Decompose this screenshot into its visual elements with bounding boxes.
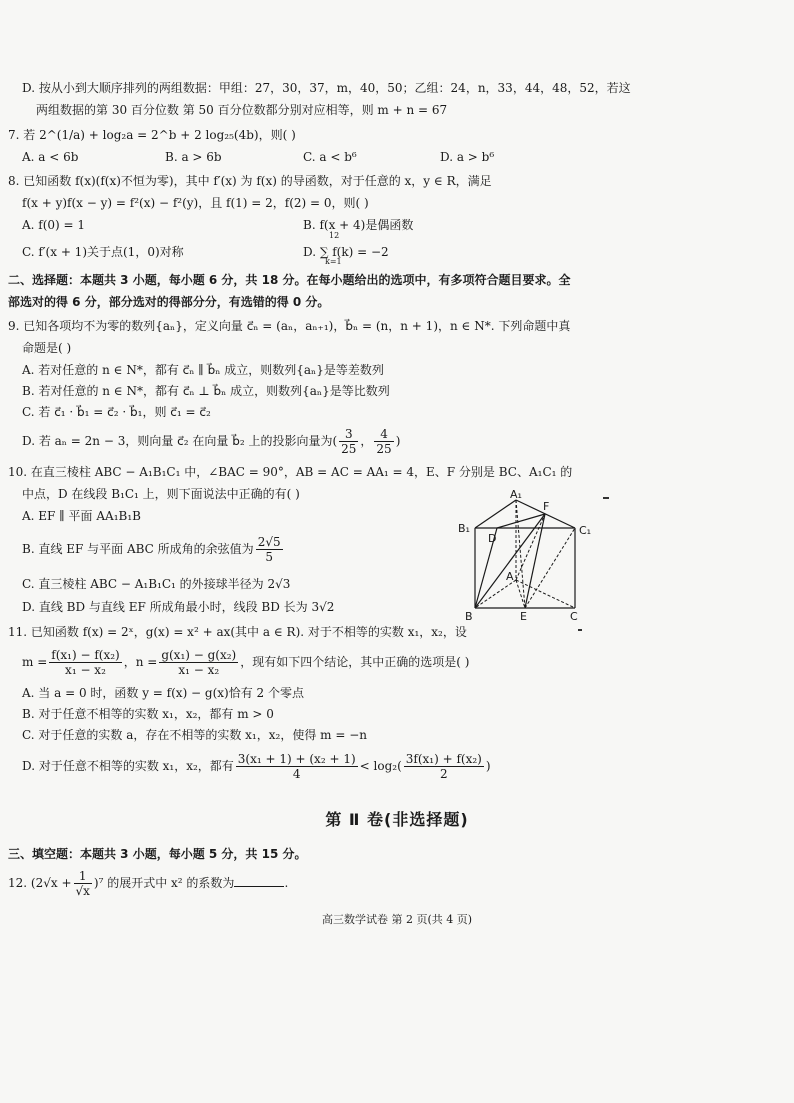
label-c: C [570,610,578,623]
q6-option-d-line2: 两组数据的第 30 百分位数 第 50 百分位数都分别对应相等，则 m + n = 67 [36,103,448,117]
q11-d-text: D. 对于任意不相等的实数 x₁，x₂，都有 [22,759,234,773]
q11-option-a: A. 当 a = 0 时，函数 y = f(x) − g(x)恰有 2 个零点 [22,686,305,700]
q11-n-frac [159,648,238,677]
q12-frac-num: 1 [74,869,92,884]
q12-period: . [284,876,289,890]
q9-d-frac1-den: 25 [341,442,357,456]
q10-b-frac-num: 2√5 [257,535,281,549]
segment-d-f [497,514,545,528]
q12-text-pre: 12. (2√x + [8,876,72,890]
q12-stem [8,866,288,900]
segment-a-e [516,580,525,608]
prism-figure [455,488,605,623]
q9-option-c: C. 若 c⃗₁ · b⃗₁ = c⃗₂ · b⃗₁，则 c⃗₁ = c⃗₂ [22,405,211,419]
q11-d-mid: < log₂( [359,759,402,773]
q7-option-c: C. a < b⁶ [303,150,357,164]
q11-m-label: m = [22,655,48,669]
section2-header-line1: 二、选择题：本题共 3 小题，每小题 6 分，共 18 分。在每小题给出的选项中，有多项符合题目要求。全 [8,273,571,287]
q11-d-frac2-num: 3f(x₁) + f(x₂) [405,752,482,766]
label-b: B [465,610,473,623]
section3-header: 三、填空题：本题共 3 小题，每小题 5 分，共 15 分。 [8,847,307,861]
label-f: F [543,500,550,513]
q11-m-num: f(x₁) − f(x₂) [51,648,120,662]
q12-frac [74,869,92,898]
q7-option-b: B. a > 6b [165,150,222,164]
q10-option-b [22,534,285,564]
q11-n-num: g(x₁) − g(x₂) [161,648,237,662]
q11-n-label: ，n = [123,655,158,669]
q10-stem-line2: 中点，D 在线段 B₁C₁ 上，则下面说法中正确的有( ) [22,487,300,501]
q11-d-frac1-den: 4 [292,767,301,781]
q8-option-c: C. f′(x + 1)关于点(1，0)对称 [22,245,184,259]
q11-m-frac [49,648,121,677]
q11-d-frac2 [404,752,484,781]
q9-d-frac1-num: 3 [339,427,358,442]
q9-option-a: A. 若对任意的 n ∈ N*，都有 c⃗ₙ ∥ b⃗ₙ 成立，则数列{aₙ}是等差数列 [22,363,384,377]
q7-option-a: A. a < 6b [22,150,79,164]
label-a1: A₁ [510,488,522,501]
q11-d-frac2-den: 2 [439,767,448,781]
q9-d-sep: ， [360,434,373,448]
scan-mark [578,629,582,631]
q10-b-text: B. 直线 EF 与平面 ABC 所成角的余弦值为 [22,542,254,556]
q9-stem-line1: 9. 已知各项均不为零的数列{aₙ}，定义向量 c⃗ₙ = (aₙ，aₙ₊₁)，b⃗ₙ = (n，n + 1)，n ∈ N*. 下列命题中真 [8,319,571,333]
q10-option-a: A. EF ∥ 平面 AA₁B₁B [22,509,141,523]
label-d: D [488,532,497,545]
edge-a-c [516,580,575,608]
page-footer: 高三数学试卷 第 2 页(共 4 页) [321,913,473,926]
q8-stem-line1: 8. 已知函数 f(x)(f(x)不恒为零)，其中 f′(x) 为 f(x) 的导函数，对于任意的 x，y ∈ R，满足 [8,174,492,188]
q8-option-b: B. f(x + 4)是偶函数 [303,218,414,232]
q11-stem-line1: 11. 已知函数 f(x) = 2ˣ，g(x) = x² + ax(其中 a ∈ R). 对于不相等的实数 x₁，x₂，设 [8,625,467,639]
q8-option-a: A. f(0) = 1 [22,218,86,232]
q9-option-d [22,426,400,456]
q11-d-frac1-num: 3(x₁ + 1) + (x₂ + 1) [237,752,356,766]
q9-d-frac2-den: 25 [376,442,392,456]
segment-a1-e [516,500,525,608]
q8-option-d-text: D. ∑ f(k) = −2 [303,245,389,259]
q8-stem-line2: f(x + y)f(x − y) = f²(x) − f²(y)，且 f(1) = 2，f(2) = 0，则( ) [22,196,369,210]
q11-d-frac1 [236,752,358,781]
scan-mark [603,497,609,499]
q9-d-frac1 [339,427,358,456]
q11-m-den: x₁ − x₂ [65,663,106,677]
q12-frac-den: √x [75,884,90,898]
q10-stem-line1: 10. 在直三棱柱 ABC − A₁B₁C₁ 中，∠BAC = 90°，AB = AC = AA₁ = 4，E、F 分别是 BC、A₁C₁ 的 [8,465,573,479]
q8-option-d [303,244,389,260]
section2-header-line2: 部选对的得 6 分，部分选对的得部分分，有选错的得 0 分。 [8,295,330,309]
q11-option-b: B. 对于任意不相等的实数 x₁，x₂，都有 m > 0 [22,707,274,721]
q7-stem: 7. 若 2^(1/a) + log₂a = 2^b + 2 log₂₅(4b)，则( ) [8,128,296,142]
q11-stem-line2 [22,646,469,678]
q12-answer-blank[interactable] [234,874,284,887]
q9-d-close: ) [395,434,401,448]
q9-d-frac2-num: 4 [374,427,393,442]
q11-option-d [22,750,491,782]
q11-option-c: C. 对于任意的实数 a，存在不相等的实数 x₁，x₂，使得 m = −n [22,728,367,742]
label-e: E [520,610,527,623]
part2-title: 第 Ⅱ 卷(非选择题) [325,810,469,829]
q10-b-frac-den: 5 [265,550,273,564]
q9-stem-line2: 命题是( ) [22,341,72,355]
q9-option-b: B. 若对任意的 n ∈ N*，都有 c⃗ₙ ⊥ b⃗ₙ 成立，则数列{aₙ}是等比数列 [22,384,390,398]
q7-option-d: D. a > b⁶ [440,150,495,164]
q11-d-close: ) [485,759,491,773]
label-c1: C₁ [579,524,592,537]
label-b1: B₁ [458,522,470,535]
q10-b-frac [256,535,283,564]
q10-option-d: D. 直线 BD 与直线 EF 所成角最小时，线段 BD 长为 3√2 [22,600,335,614]
q10-option-c: C. 直三棱柱 ABC − A₁B₁C₁ 的外接球半径为 2√3 [22,577,291,591]
q9-d-text: D. 若 aₙ = 2n − 3，则向量 c⃗₂ 在向量 b⃗₂ 上的投影向量为( [22,434,338,448]
q6-option-d-line1: D. 按从小到大顺序排列的两组数据：甲组：27，30，37，m，40，50；乙组：24，n，33，44，48，52，若这 [22,81,631,95]
q11-n-den: x₁ − x₂ [178,663,220,677]
q9-d-frac2 [374,427,393,456]
label-a: A [506,570,514,583]
q11-stem-end: ，现有如下四个结论，其中正确的选项是( ) [240,655,470,669]
q8-sum-bottom: k=1 [325,257,342,266]
q8-sum-top: 12 [329,231,340,240]
q12-text-post: )⁷ 的展开式中 x² 的系数为 [93,876,235,890]
